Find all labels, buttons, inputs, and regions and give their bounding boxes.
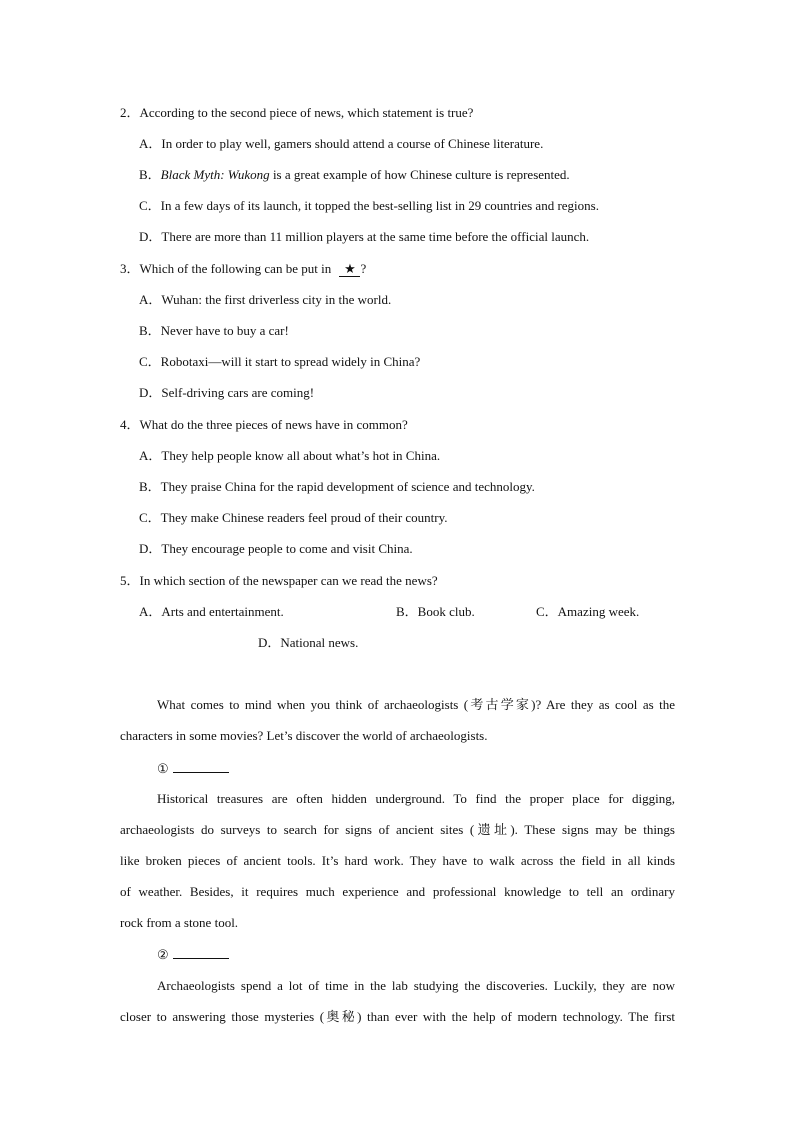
question-2-option-a: A．In order to play well, gamers should attend a course of Chinese literature. <box>139 136 544 151</box>
passage-intro <box>120 689 675 751</box>
question-5-option-a: A．Arts and entertainment. <box>139 604 284 619</box>
question-5-stem: 5．In which section of the newspaper can we read the news? <box>120 573 438 588</box>
question-4-option-d: D．They encourage people to come and visit China. <box>139 541 413 556</box>
section-heading-1 <box>157 760 229 778</box>
para1-line-5: rock from a stone tool. <box>120 915 239 930</box>
question-3-option-a: A．Wuhan: the first driverless city in the world. <box>139 292 392 307</box>
para2-line-2: closer to answering those mysteries (奥秘) than ever with the help of modern technology. The first <box>120 1009 675 1024</box>
intro-line-1: What comes to mind when you think of archaeologists (考古学家)? Are they as cool as the <box>157 697 675 712</box>
question-5-option-d: D．National news. <box>258 635 359 650</box>
question-4-option-c: C．They make Chinese readers feel proud of their country. <box>139 510 448 525</box>
question-4-stem: 4．What do the three pieces of news have in common? <box>120 417 408 432</box>
heading-blank-2 <box>173 946 229 959</box>
question-3-option-c: C．Robotaxi—will it start to spread widely in China? <box>139 354 421 369</box>
para1-line-1: Historical treasures are often hidden underground. To find the proper place for digging, <box>157 791 675 806</box>
question-3-option-d: D．Self-driving cars are coming! <box>139 385 315 400</box>
intro-line-2: characters in some movies? Let’s discover the world of archaeologists. <box>120 728 488 743</box>
question-2-option-d: D．There are more than 11 million players at the same time before the official launch. <box>139 229 590 244</box>
question-3-stem-end: ? <box>360 261 367 276</box>
question-4-option-b: B．They praise China for the rapid development of science and technology. <box>139 479 535 494</box>
question-2-stem: 2．According to the second piece of news, which statement is true? <box>120 105 474 120</box>
para1-line-4: of weather. Besides, it requires much experience and professional knowledge to tell an ordinary <box>120 884 675 899</box>
section-heading-2 <box>157 946 229 964</box>
para1-line-2: archaeologists do surveys to search for signs of ancient sites (遗址). These signs may be things <box>120 822 675 837</box>
para1-line-3: like broken pieces of ancient tools. It’s hard work. They have to walk across the field in all kinds <box>120 853 675 868</box>
paragraph-1 <box>120 783 675 938</box>
section-number-2: ② <box>157 947 169 962</box>
option-b-text: is a great example of how Chinese culture is represented. <box>269 167 570 182</box>
question-3-option-b: B．Never have to buy a car! <box>139 323 289 338</box>
question-3-stem-text: 3．Which of the following can be put in <box>120 261 335 276</box>
section-number-1: ① <box>157 761 169 776</box>
question-5-option-c: C．Amazing week. <box>536 604 640 619</box>
question-3-stem <box>120 260 366 278</box>
heading-blank-1 <box>173 760 229 773</box>
game-title: Black Myth: Wukong <box>160 167 270 182</box>
star-blank: ★ <box>339 262 360 277</box>
question-2-option-c: C．In a few days of its launch, it topped the best-selling list in 29 countries and regions. <box>139 198 599 213</box>
option-b-label: B． <box>139 167 161 182</box>
question-2-option-b <box>139 166 570 184</box>
paragraph-2 <box>120 970 675 1032</box>
question-5-option-b: B．Book club. <box>396 604 475 619</box>
para2-line-1: Archaeologists spend a lot of time in the lab studying the discoveries. Luckily, they are now <box>157 978 675 993</box>
question-4-option-a: A．They help people know all about what’s hot in China. <box>139 448 441 463</box>
